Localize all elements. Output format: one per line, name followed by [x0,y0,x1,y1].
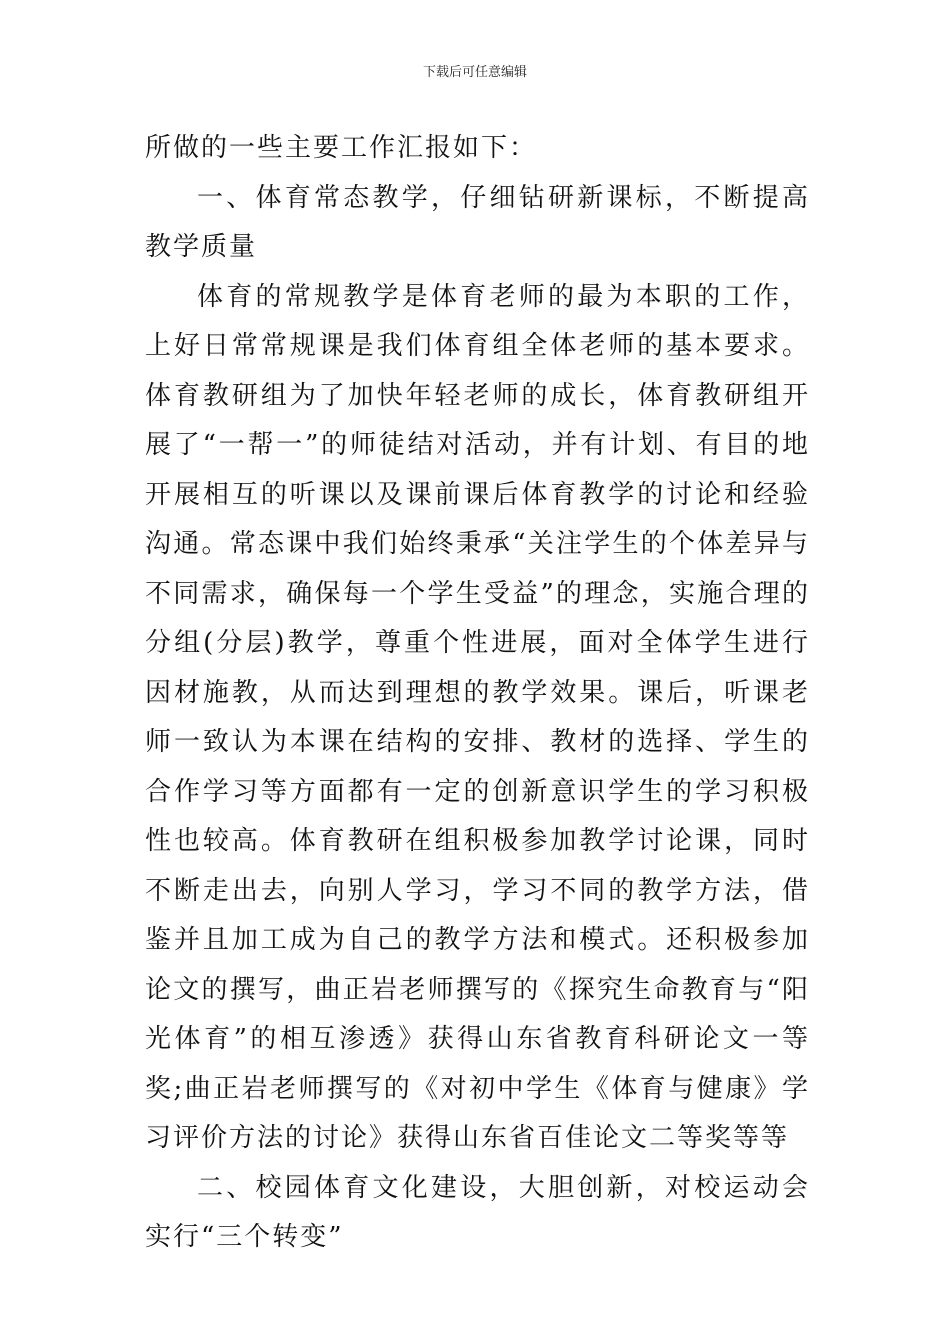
document-body [145,124,810,1263]
paragraph-body: 体育的常规教学是体育老师的最为本职的工作，上好日常常规课是我们体育组全体老师的基本要求。体育教研组为了加快年轻老师的成长，体育教研组开展了“一帮一”的师徒结对活动，并有计划、有目的地开展相互的听课以及课前课后体育教学的讨论和经验沟通。常态课中我们始终秉承“关注学生的个体差异与不同需求，确保每一个学生受益”的理念，实施合理的分组(分层)教学，尊重个性进展，面对全体学生进行因材施教，从而达到理想的教学效果。课后，听课老师一致认为本课在结构的安排、教材的选择、学生的合作学习等方面都有一定的创新意识学生的学习积极性也较高。体育教研在组积极参加教学讨论课，同时不断走出去，向别人学习，学习不同的教学方法，借鉴并且加工成为自己的教学方法和模式。还积极参加论文的撰写，曲正岩老师撰写的《探究生命教育与“阳光体育”的相互渗透》获得山东省教育科研论文一等奖;曲正岩老师撰写的《对初中学生《体育与健康》学习评价方法的讨论》获得山东省百佳论文二等奖等等 [145,281,810,1153]
section-heading-2: 二、校园体育文化建设，大胆创新，对校运动会实行“三个转变” [145,1172,810,1252]
section-heading-1: 一、体育常态教学，仔细钻研新课标，不断提高教学质量 [145,182,810,262]
paragraph-intro: 所做的一些主要工作汇报如下： [145,133,538,163]
page-header: 下载后可任意编辑 [422,65,527,80]
